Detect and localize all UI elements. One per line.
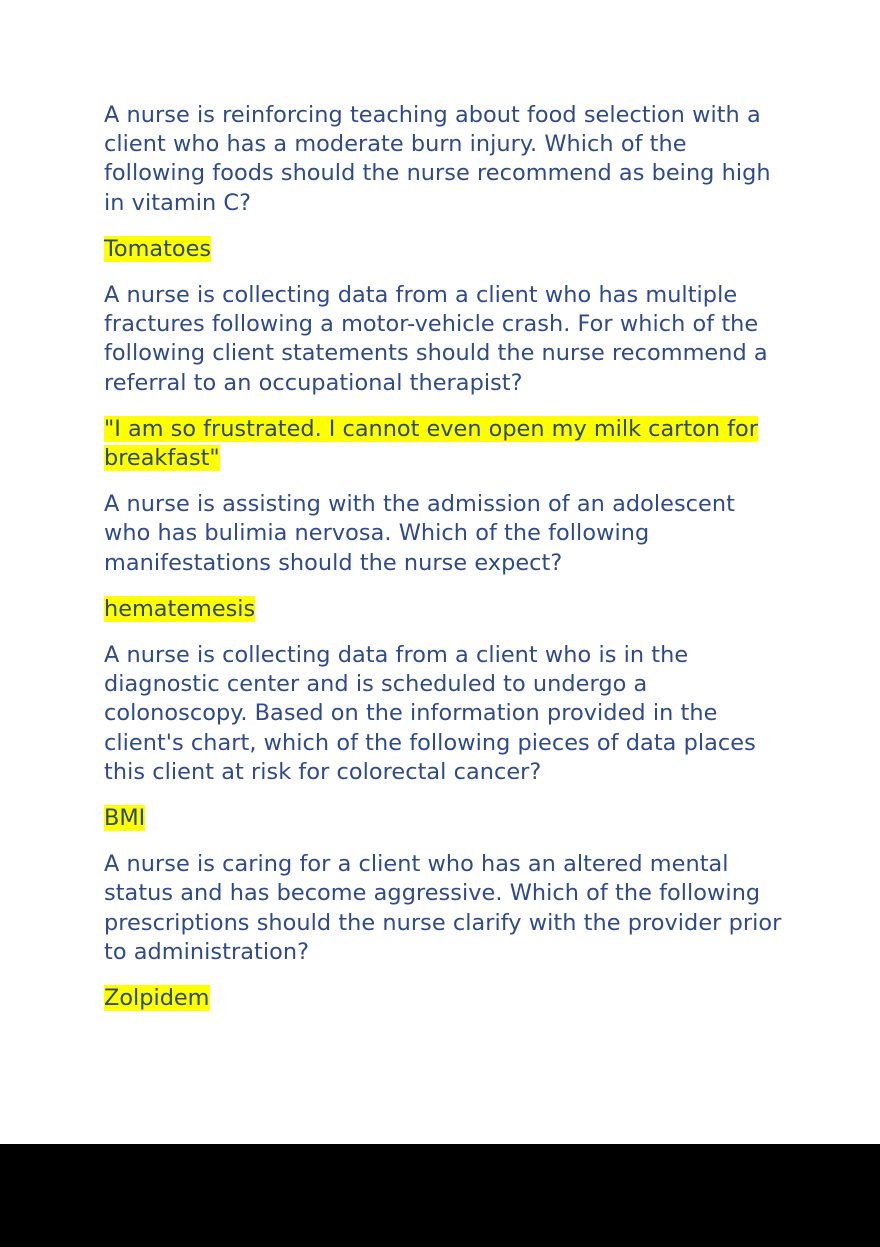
answer-highlight xyxy=(104,984,784,1013)
question-text: A nurse is reinforcing teaching about food selection with a client who has a moderate burn injury. Which of the following foods should the nurse recommend as being high in vitamin C? xyxy=(104,102,771,216)
document-content xyxy=(104,101,784,1030)
answer-highlight xyxy=(104,415,784,473)
answer-text: BMI xyxy=(104,805,146,832)
answer-text: Tomatoes xyxy=(104,235,212,262)
question-text: A nurse is collecting data from a client who has multiple fractures following a motor-vehicle crash. For which of the following client statements should the nurse recommend a referral to an occupational therapist? xyxy=(104,282,768,396)
question-text: A nurse is caring for a client who has an altered mental status and has become aggressive. Which of the following prescriptions should the nurse clarify with the provider prior to administration? xyxy=(104,851,782,965)
answer-text: hematemesis xyxy=(104,595,256,622)
answer-highlight xyxy=(104,235,784,264)
question-text: A nurse is collecting data from a client who is in the diagnostic center and is scheduled to undergo a colonoscopy. Based on the information provided in the client's chart, which of the following pieces of data places this client at risk for colorectal cancer? xyxy=(104,642,756,785)
question-text: A nurse is assisting with the admission of an adolescent who has bulimia nervosa. Which of the following manifestations should the nurse expect? xyxy=(104,491,735,576)
answer-text: "I am so frustrated. I cannot even open my milk carton for breakfast" xyxy=(104,415,758,472)
answer-highlight xyxy=(104,595,784,624)
answer-text: Zolpidem xyxy=(104,985,210,1012)
bottom-black-band xyxy=(0,1144,880,1247)
answer-highlight xyxy=(104,804,784,833)
